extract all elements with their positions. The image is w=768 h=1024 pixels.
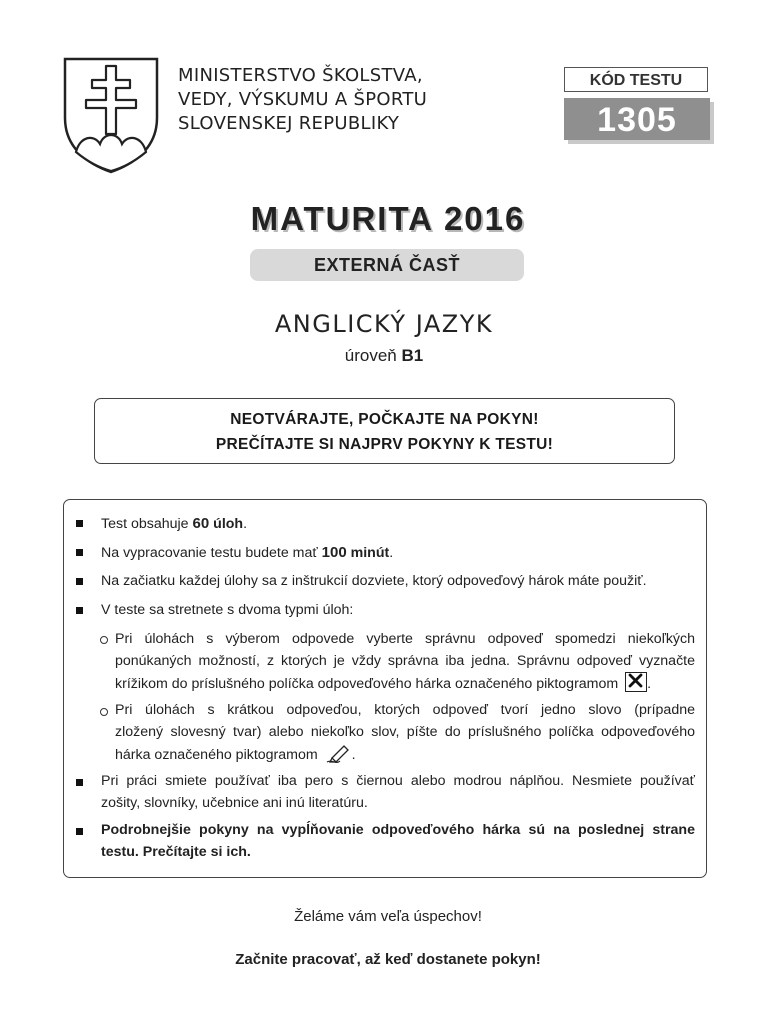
sub-item-short-answer	[115, 700, 695, 767]
instruction-item-6	[101, 820, 695, 863]
sub-end: .	[647, 676, 652, 692]
item-number: 60	[192, 515, 210, 532]
exam-part-badge: EXTERNÁ ČASŤ	[250, 249, 524, 281]
instruction-item-1	[101, 513, 247, 536]
sub-line: zložený slovesný tvar) alebo niekoľko slov, píšte do príslušného políčka odpoveďového	[115, 723, 695, 740]
circle-bullet-icon	[100, 636, 108, 644]
circle-bullet-icon	[100, 708, 108, 716]
sub-line: ponúkaných možností, z ktorých je vždy správna iba jedna. Správnu odpoveď vyznačte	[115, 652, 695, 669]
level-value: B1	[401, 346, 424, 365]
item-bold: úloh	[213, 516, 244, 532]
sub-line-3	[115, 672, 695, 696]
bullet-icon	[76, 549, 83, 556]
item-bold: minút	[350, 545, 390, 561]
ministry-name	[178, 64, 448, 136]
bullet-icon	[76, 828, 83, 835]
warning-line-1: NEOTVÁRAJTE, POČKAJTE NA POKYN!	[230, 411, 539, 428]
sub-end: .	[351, 747, 356, 763]
item-end: .	[389, 545, 394, 561]
item-end: .	[243, 516, 248, 532]
item-text: Test obsahuje	[101, 516, 189, 532]
instruction-item-5	[101, 771, 695, 814]
good-luck-message: Želáme vám veľa úspechov!	[294, 908, 482, 925]
start-instruction: Začnite pracovať, až keď dostanete pokyn!	[235, 951, 541, 968]
bullet-icon	[76, 520, 83, 527]
bullet-icon	[76, 779, 83, 786]
item-line: Pri práci smiete používať iba pero s čiernou alebo modrou náplňou. Nesmiete používať	[101, 773, 695, 789]
ministry-line-2: VEDY, VÝSKUMU A ŠPORTU	[178, 89, 428, 110]
level-prefix: úroveň	[344, 346, 397, 365]
exam-subject: ANGLICKÝ JAZYK	[274, 310, 494, 338]
warning-line-2: PREČÍTAJTE SI NAJPRV POKYNY K TESTU!	[215, 436, 554, 453]
coat-of-arms-icon	[62, 56, 160, 174]
ministry-line-1: MINISTERSTVO ŠKOLSTVA,	[178, 65, 423, 86]
pen-pictogram-icon	[326, 743, 352, 763]
item-text: Na vypracovanie testu budete mať	[101, 545, 318, 561]
instruction-item-3: Na začiatku každej úlohy sa z inštrukcií dozviete, ktorý odpoveďový hárok máte použiť.	[101, 573, 647, 589]
item-line: testu. Prečítajte si ich.	[101, 843, 251, 860]
sub-item-multiple-choice	[115, 629, 695, 696]
ministry-line-3: SLOVENSKEJ REPUBLIKY	[178, 113, 400, 134]
sub-line: Pri úlohách s krátkou odpoveďou, ktorých odpoveď tvorí jedno slovo (prípadne	[115, 702, 695, 718]
test-code-label: KÓD TESTU	[564, 67, 708, 92]
exam-title: MATURITA 2016	[250, 200, 526, 237]
instruction-item-4: V teste sa stretnete s dvoma typmi úloh:	[101, 602, 354, 618]
bullet-icon	[76, 607, 83, 614]
item-line: Podrobnejšie pokyny na vypĺňovanie odpoveďového hárka sú na poslednej strane	[101, 822, 695, 838]
item-number: 100	[321, 544, 347, 561]
sub-line-3	[115, 743, 695, 767]
instruction-item-2	[101, 542, 393, 565]
sub-line: hárka označeného piktogramom	[115, 747, 318, 763]
warning-box	[94, 398, 675, 464]
exam-level	[0, 346, 768, 366]
item-line: zošity, slovníky, učebnice ani inú literatúru.	[101, 794, 368, 811]
sub-line: Pri úlohách s výberom odpovede vyberte správnu odpoveď spomedzi niekoľkých	[115, 631, 695, 647]
bullet-icon	[76, 578, 83, 585]
checkbox-x-pictogram-icon	[625, 672, 647, 692]
test-code-value: 1305	[564, 98, 710, 140]
instructions-box	[63, 499, 707, 878]
sub-line: krížikom do príslušného políčka odpoveďového hárka označeného piktogramom	[115, 676, 619, 692]
